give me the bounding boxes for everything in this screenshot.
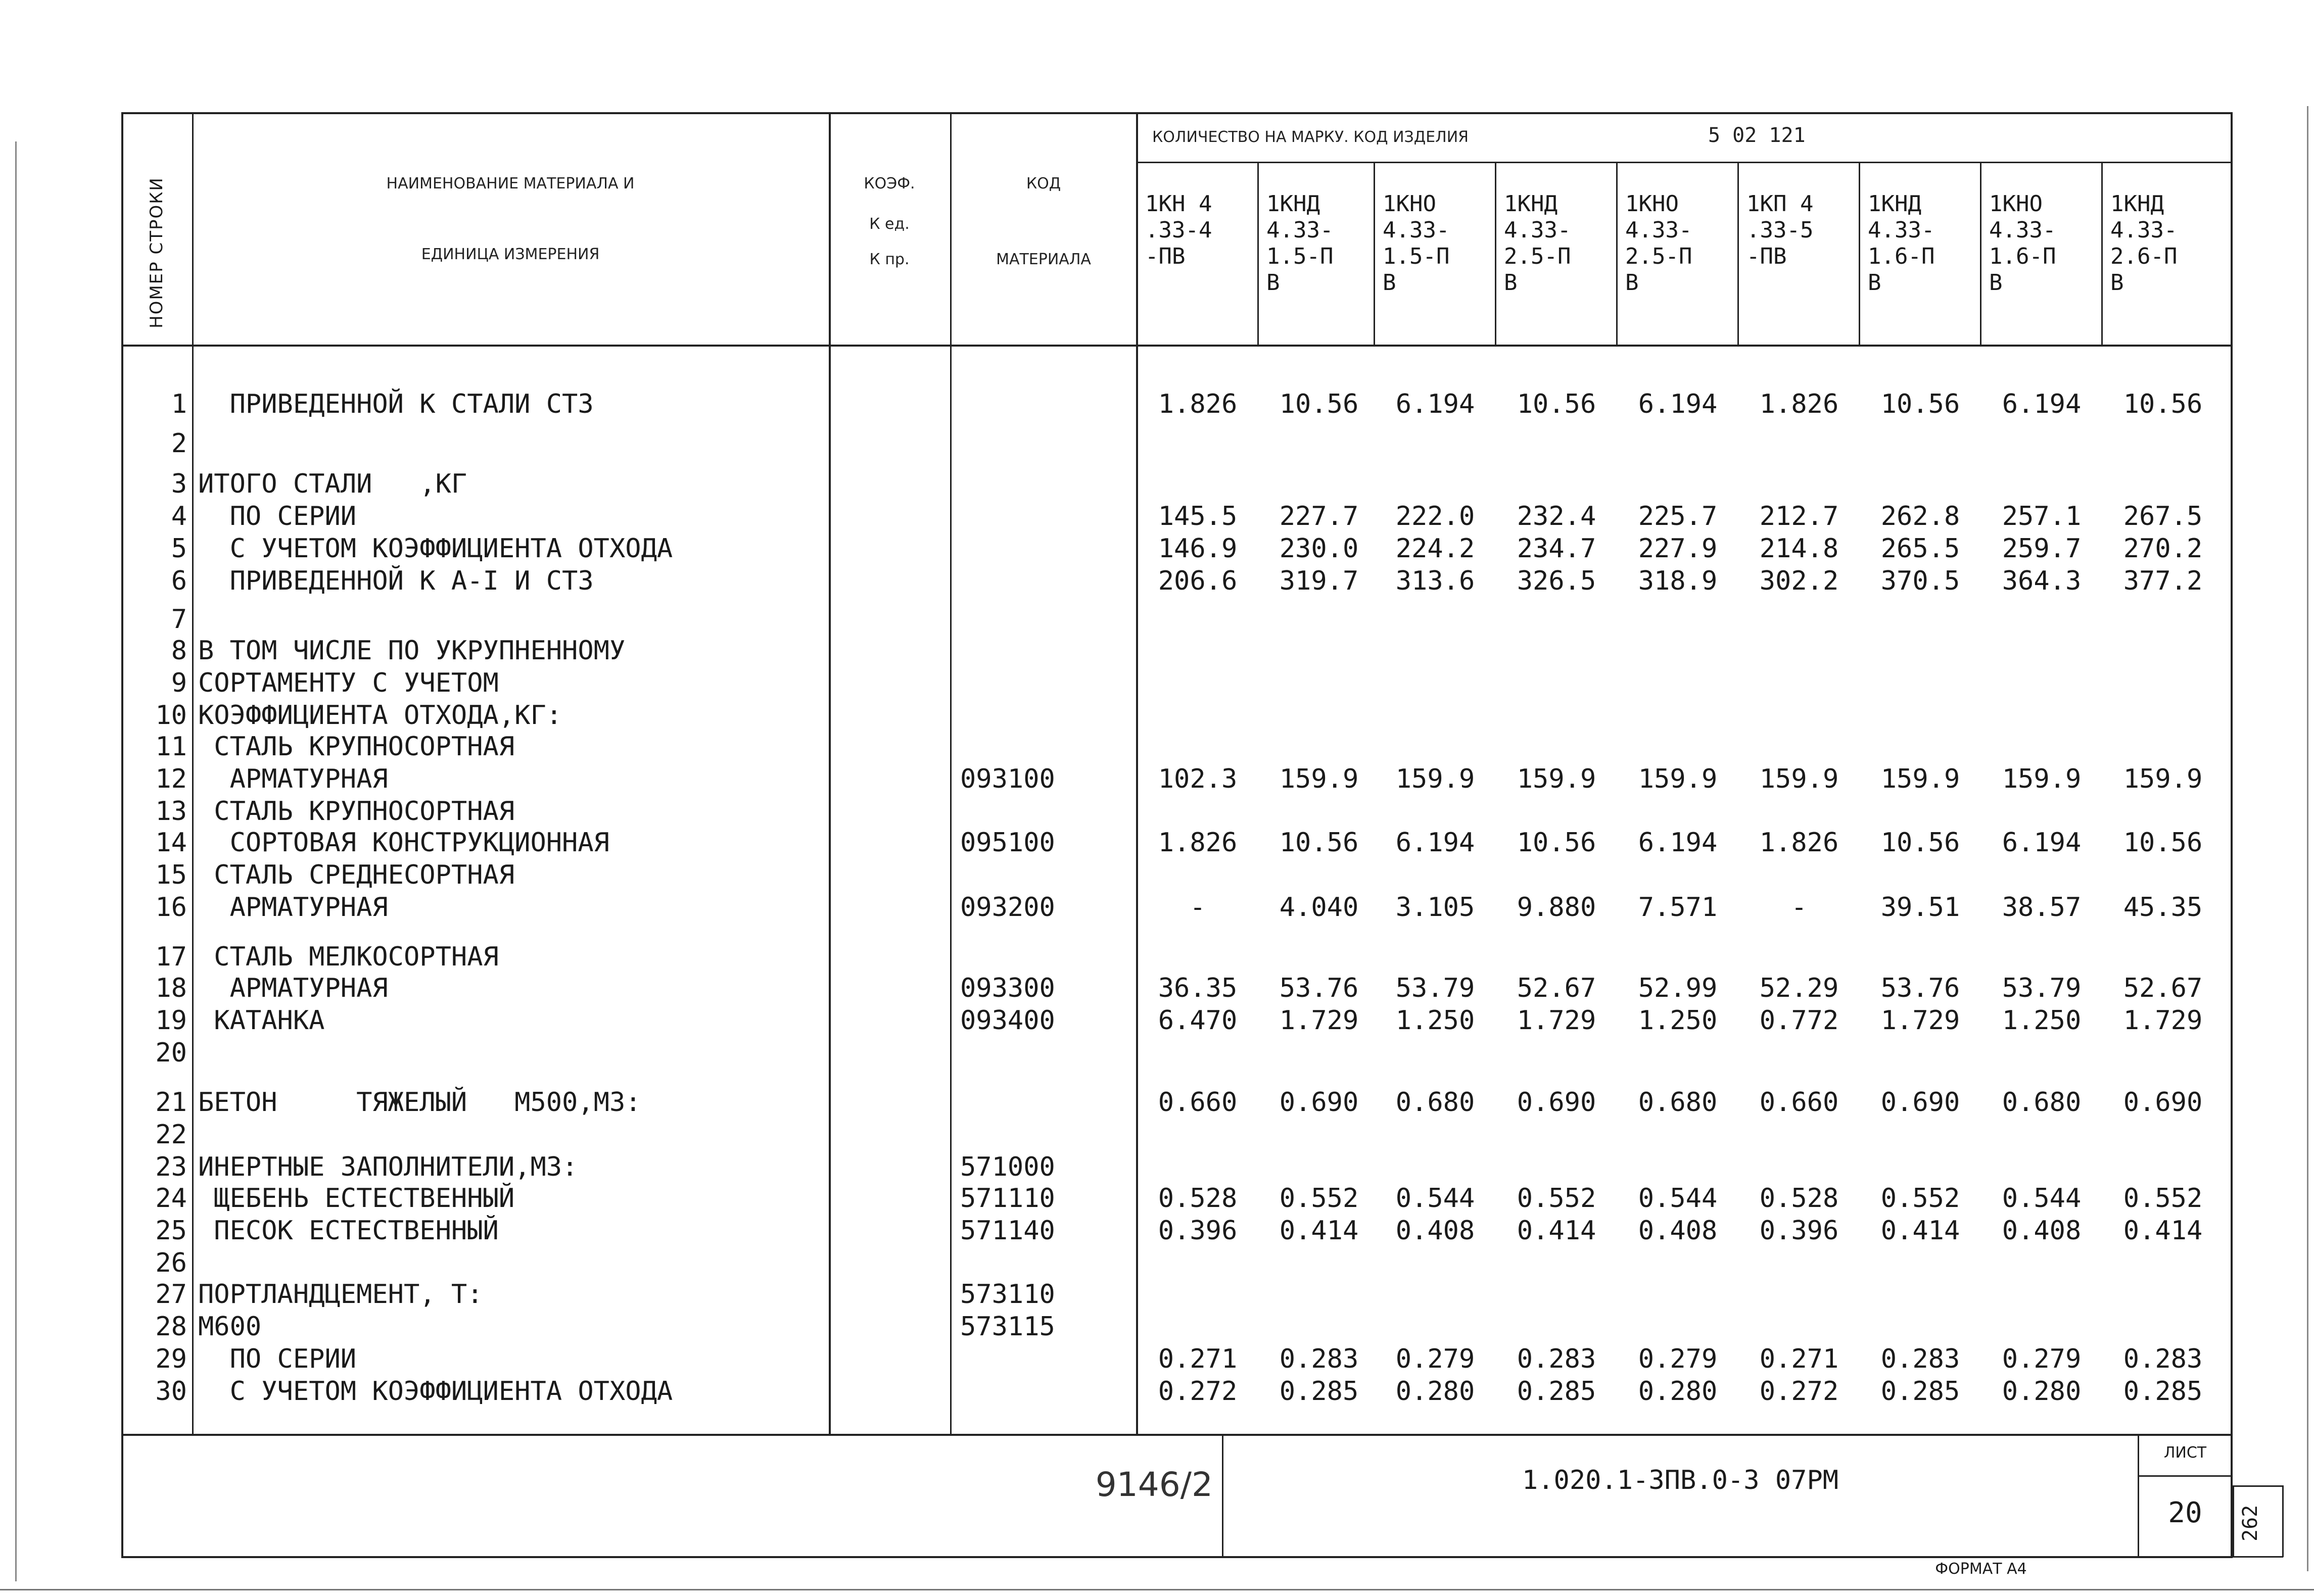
row-number: 8 bbox=[171, 636, 187, 666]
quantity-cell: 0.544 bbox=[1395, 1183, 1475, 1214]
row-number: 5 bbox=[171, 534, 187, 564]
row-number: 13 bbox=[155, 796, 187, 827]
material-name: ИТОГО СТАЛИ ,КГ bbox=[198, 469, 467, 499]
quantity-cell: 0.271 bbox=[1158, 1344, 1238, 1374]
material-name: С УЧЕТОМ КОЭФФИЦИЕНТА ОТХОДА bbox=[198, 1376, 673, 1407]
qty-header-line bbox=[1136, 162, 2233, 163]
material-name: АРМАТУРНАЯ bbox=[198, 764, 388, 794]
quantity-cell: 326.5 bbox=[1517, 566, 1596, 596]
quantity-cell: 0.272 bbox=[1158, 1376, 1238, 1407]
quantity-cell: 302.2 bbox=[1759, 566, 1839, 596]
quantity-cell: 1.729 bbox=[1880, 1005, 1960, 1036]
coef-header-3: К пр. bbox=[869, 251, 910, 268]
quantity-cell: 102.3 bbox=[1158, 764, 1238, 794]
quantity-cell: 214.8 bbox=[1759, 534, 1839, 564]
quantity-cell: 6.194 bbox=[1638, 828, 1718, 858]
material-name: М600 bbox=[198, 1312, 262, 1342]
material-code: 093300 bbox=[960, 973, 1055, 1003]
quantity-cell: 1.729 bbox=[1517, 1005, 1596, 1036]
material-name-header-1: НАИМЕНОВАНИЕ МАТЕРИАЛА И bbox=[386, 175, 635, 192]
material-name: СОРТАМЕНТУ С УЧЕТОМ bbox=[198, 668, 499, 698]
quantity-cell: 0.414 bbox=[1279, 1216, 1359, 1246]
quantity-cell: 318.9 bbox=[1638, 566, 1718, 596]
quantity-cell: 3.105 bbox=[1395, 892, 1475, 923]
quantity-cell: 10.56 bbox=[1517, 828, 1596, 858]
quantity-cell: 0.414 bbox=[1517, 1216, 1596, 1246]
quantity-cell: 225.7 bbox=[1638, 501, 1718, 531]
sep-name bbox=[829, 112, 831, 1435]
quantity-cell: 0.279 bbox=[2002, 1344, 2082, 1374]
side-box-right bbox=[2282, 1485, 2284, 1557]
row-number: 4 bbox=[171, 501, 187, 531]
quantity-cell: 0.690 bbox=[1880, 1087, 1960, 1118]
row-number: 22 bbox=[155, 1120, 187, 1150]
row-number: 21 bbox=[155, 1087, 187, 1118]
quantity-cell: 262.8 bbox=[1880, 501, 1960, 531]
quantity-cell: 0.280 bbox=[1395, 1376, 1475, 1407]
material-code: 573115 bbox=[960, 1312, 1055, 1342]
material-code: 093100 bbox=[960, 764, 1055, 794]
row-number: 2 bbox=[171, 428, 187, 459]
quantity-cell: - bbox=[1190, 892, 1206, 923]
quantity-cell: 159.9 bbox=[1517, 764, 1596, 794]
quantity-cell: 0.283 bbox=[1880, 1344, 1960, 1374]
row-number: 29 bbox=[155, 1344, 187, 1374]
quantity-cell: 146.9 bbox=[1158, 534, 1238, 564]
quantity-cell: 10.56 bbox=[1279, 828, 1359, 858]
quantity-cell: 6.470 bbox=[1158, 1005, 1238, 1036]
material-name: В ТОМ ЧИСЛЕ ПО УКРУПНЕННОМУ bbox=[198, 636, 626, 666]
quantity-cell: 0.690 bbox=[1279, 1087, 1359, 1118]
quantity-cell: 6.194 bbox=[1395, 389, 1475, 419]
quantity-cell: 0.414 bbox=[2123, 1216, 2203, 1246]
quantity-cell: 53.76 bbox=[1279, 973, 1359, 1003]
row-number: 9 bbox=[171, 668, 187, 698]
material-code: 571110 bbox=[960, 1183, 1055, 1214]
column-header-9: 1КНД 4.33- 2.6-П В bbox=[2110, 191, 2178, 296]
format-label: ФОРМАТ А4 bbox=[1935, 1560, 2027, 1578]
quantity-cell: 0.285 bbox=[1880, 1376, 1960, 1407]
sep-v2 bbox=[1374, 162, 1375, 346]
quantity-cell: 159.9 bbox=[1638, 764, 1718, 794]
quantity-cell: 0.396 bbox=[1158, 1216, 1238, 1246]
quantity-cell: 1.826 bbox=[1158, 828, 1238, 858]
frame-top bbox=[121, 112, 2233, 114]
row-number: 17 bbox=[155, 942, 187, 972]
scan-edge-bottom bbox=[0, 1589, 2314, 1590]
quantity-cell: 10.56 bbox=[2123, 828, 2203, 858]
scan-edge-left bbox=[15, 141, 17, 1581]
material-name: СТАЛЬ МЕЛКОСОРТНАЯ bbox=[198, 942, 499, 972]
row-number: 16 bbox=[155, 892, 187, 923]
material-name: КАТАНКА bbox=[198, 1005, 325, 1036]
quantity-cell: 0.271 bbox=[1759, 1344, 1839, 1374]
quantity-cell: 0.272 bbox=[1759, 1376, 1839, 1407]
quantity-cell: 1.826 bbox=[1759, 389, 1839, 419]
quantity-cell: 0.283 bbox=[1517, 1344, 1596, 1374]
quantity-cell: 39.51 bbox=[1880, 892, 1960, 923]
row-number: 27 bbox=[155, 1279, 187, 1310]
material-name: С УЧЕТОМ КОЭФФИЦИЕНТА ОТХОДА bbox=[198, 534, 673, 564]
quantity-cell: 259.7 bbox=[2002, 534, 2082, 564]
material-name: ПЕСОК ЕСТЕСТВЕННЫЙ bbox=[198, 1216, 499, 1246]
footer-sep-1 bbox=[1222, 1434, 1223, 1557]
material-code-header-1: КОД bbox=[1026, 175, 1061, 192]
quantity-cell: 0.552 bbox=[1279, 1183, 1359, 1214]
row-number-header: НОМЕР СТРОКИ bbox=[147, 177, 167, 328]
quantity-cell: 267.5 bbox=[2123, 501, 2203, 531]
quantity-cell: 1.729 bbox=[1279, 1005, 1359, 1036]
row-number: 19 bbox=[155, 1005, 187, 1036]
side-box-left bbox=[2233, 1485, 2234, 1557]
quantity-cell: 0.680 bbox=[1395, 1087, 1475, 1118]
quantity-cell: 10.56 bbox=[1880, 389, 1960, 419]
scan-edge-right bbox=[2307, 106, 2308, 1571]
row-number: 15 bbox=[155, 860, 187, 890]
frame-left bbox=[121, 112, 123, 1557]
quantity-cell: 52.29 bbox=[1759, 973, 1839, 1003]
quantity-cell: 0.408 bbox=[1638, 1216, 1718, 1246]
material-code: 571140 bbox=[960, 1216, 1055, 1246]
material-name: БЕТОН ТЯЖЕЛЫЙ М500,М3: bbox=[198, 1087, 641, 1118]
quantity-cell: 364.3 bbox=[2002, 566, 2082, 596]
quantity-cell: 0.279 bbox=[1395, 1344, 1475, 1374]
product-code: 5 02 121 bbox=[1708, 124, 1806, 147]
frame-right bbox=[2231, 112, 2233, 1557]
quantity-cell: 38.57 bbox=[2002, 892, 2082, 923]
quantity-cell: 0.283 bbox=[1279, 1344, 1359, 1374]
quantity-cell: 52.67 bbox=[1517, 973, 1596, 1003]
column-header-3: 1КНО 4.33- 1.5-П В bbox=[1383, 191, 1450, 296]
quantity-cell: 1.250 bbox=[1395, 1005, 1475, 1036]
quantity-cell: 0.690 bbox=[2123, 1087, 2203, 1118]
quantity-cell: 0.283 bbox=[2123, 1344, 2203, 1374]
material-name: ИНЕРТНЫЕ ЗАПОЛНИТЕЛИ,М3: bbox=[198, 1152, 578, 1182]
sheet-label: ЛИСТ bbox=[2163, 1444, 2207, 1462]
quantity-cell: 0.544 bbox=[2002, 1183, 2082, 1214]
material-name: СОРТОВАЯ КОНСТРУКЦИОННАЯ bbox=[198, 828, 609, 858]
column-header-5: 1КНО 4.33- 2.5-П В bbox=[1625, 191, 1692, 296]
sep-v4 bbox=[1616, 162, 1618, 346]
quantity-cell: 222.0 bbox=[1395, 501, 1475, 531]
footer-sheet-line bbox=[2138, 1475, 2233, 1477]
sep-rownum bbox=[192, 112, 194, 1435]
row-number: 30 bbox=[155, 1376, 187, 1407]
quantity-cell: 0.414 bbox=[1880, 1216, 1960, 1246]
quantity-cell: 0.680 bbox=[1638, 1087, 1718, 1118]
coef-header-2: К ед. bbox=[869, 215, 910, 233]
row-number: 11 bbox=[155, 732, 187, 762]
quantity-cell: 0.660 bbox=[1158, 1087, 1238, 1118]
quantity-cell: 370.5 bbox=[1880, 566, 1960, 596]
row-number: 10 bbox=[155, 700, 187, 731]
quantity-cell: 0.528 bbox=[1158, 1183, 1238, 1214]
quantity-cell: 0.690 bbox=[1517, 1087, 1596, 1118]
material-code: 571000 bbox=[960, 1152, 1055, 1182]
material-code: 093200 bbox=[960, 892, 1055, 923]
material-name: ПОРТЛАНДЦЕМЕНТ, Т: bbox=[198, 1279, 483, 1310]
row-number: 23 bbox=[155, 1152, 187, 1182]
material-name: ПО СЕРИИ bbox=[198, 1344, 357, 1374]
quantity-cell: 0.408 bbox=[1395, 1216, 1475, 1246]
quantity-cell: 0.279 bbox=[1638, 1344, 1718, 1374]
column-header-6: 1КП 4 .33-5 -ПВ bbox=[1746, 191, 1814, 269]
sep-v7 bbox=[1980, 162, 1981, 346]
quantity-cell: 36.35 bbox=[1158, 973, 1238, 1003]
quantity-cell: 4.040 bbox=[1279, 892, 1359, 923]
sep-v8 bbox=[2101, 162, 2103, 346]
quantity-cell: 10.56 bbox=[1880, 828, 1960, 858]
quantity-cell: 6.194 bbox=[1638, 389, 1718, 419]
quantity-cell: 10.56 bbox=[1279, 389, 1359, 419]
side-box-bottom bbox=[2233, 1556, 2283, 1558]
column-header-8: 1КНО 4.33- 1.6-П В bbox=[1989, 191, 2056, 296]
material-name-header-2: ЕДИНИЦА ИЗМЕРЕНИЯ bbox=[421, 246, 600, 263]
sep-v1 bbox=[1257, 162, 1259, 346]
quantity-cell: 0.552 bbox=[1517, 1183, 1596, 1214]
quantity-cell: 6.194 bbox=[2002, 389, 2082, 419]
material-code: 095100 bbox=[960, 828, 1055, 858]
footer-sep-2 bbox=[2138, 1434, 2139, 1557]
quantity-cell: 6.194 bbox=[1395, 828, 1475, 858]
row-number: 3 bbox=[171, 469, 187, 499]
quantity-cell: 0.280 bbox=[2002, 1376, 2082, 1407]
row-number: 12 bbox=[155, 764, 187, 794]
row-number: 18 bbox=[155, 973, 187, 1003]
quantity-cell: 1.250 bbox=[2002, 1005, 2082, 1036]
quantity-cell: 232.4 bbox=[1517, 501, 1596, 531]
quantity-cell: 206.6 bbox=[1158, 566, 1238, 596]
quantity-cell: 377.2 bbox=[2123, 566, 2203, 596]
quantity-header: КОЛИЧЕСТВО НА МАРКУ. КОД ИЗДЕЛИЯ bbox=[1152, 128, 1469, 146]
quantity-cell: 145.5 bbox=[1158, 501, 1238, 531]
header-bottom bbox=[121, 345, 2233, 347]
quantity-cell: 1.826 bbox=[1759, 828, 1839, 858]
quantity-cell: 53.76 bbox=[1880, 973, 1960, 1003]
quantity-cell: 270.2 bbox=[2123, 534, 2203, 564]
quantity-cell: 7.571 bbox=[1638, 892, 1718, 923]
row-number: 1 bbox=[171, 389, 187, 419]
side-box-top bbox=[2233, 1485, 2283, 1487]
quantity-cell: 0.285 bbox=[1517, 1376, 1596, 1407]
quantity-cell: 159.9 bbox=[1759, 764, 1839, 794]
column-header-1: 1КН 4 .33-4 -ПВ bbox=[1145, 191, 1212, 269]
quantity-cell: 10.56 bbox=[1517, 389, 1596, 419]
quantity-cell: 265.5 bbox=[1880, 534, 1960, 564]
quantity-cell: 0.552 bbox=[1880, 1183, 1960, 1214]
quantity-cell: 6.194 bbox=[2002, 828, 2082, 858]
table-bottom bbox=[121, 1434, 2233, 1436]
quantity-cell: 52.99 bbox=[1638, 973, 1718, 1003]
row-number: 7 bbox=[171, 604, 187, 635]
quantity-cell: 230.0 bbox=[1279, 534, 1359, 564]
quantity-cell: 0.528 bbox=[1759, 1183, 1839, 1214]
material-name: АРМАТУРНАЯ bbox=[198, 892, 388, 923]
material-name: СТАЛЬ СРЕДНЕСОРТНАЯ bbox=[198, 860, 515, 890]
quantity-cell: 224.2 bbox=[1395, 534, 1475, 564]
quantity-cell: 0.772 bbox=[1759, 1005, 1839, 1036]
material-code: 093400 bbox=[960, 1005, 1055, 1036]
sep-v3 bbox=[1495, 162, 1496, 346]
doc-number: 9146/2 bbox=[1095, 1465, 1213, 1504]
column-header-7: 1КНД 4.33- 1.6-П В bbox=[1868, 191, 1935, 296]
quantity-cell: 1.826 bbox=[1158, 389, 1238, 419]
sheet-number: 20 bbox=[2168, 1496, 2202, 1529]
material-name: КОЭФФИЦИЕНТА ОТХОДА,КГ: bbox=[198, 700, 562, 731]
coef-header-1: КОЭФ. bbox=[864, 175, 915, 192]
quantity-cell: 234.7 bbox=[1517, 534, 1596, 564]
quantity-cell: 212.7 bbox=[1759, 501, 1839, 531]
quantity-cell: 0.680 bbox=[2002, 1087, 2082, 1118]
row-number: 6 bbox=[171, 566, 187, 596]
quantity-cell: 0.544 bbox=[1638, 1183, 1718, 1214]
material-name: АРМАТУРНАЯ bbox=[198, 973, 388, 1003]
row-number: 25 bbox=[155, 1216, 187, 1246]
row-number: 26 bbox=[155, 1248, 187, 1278]
material-name: ПРИВЕДЕННОЙ К СТАЛИ СТ3 bbox=[198, 389, 594, 419]
sep-v5 bbox=[1737, 162, 1739, 346]
quantity-cell: 9.880 bbox=[1517, 892, 1596, 923]
material-name: ПО СЕРИИ bbox=[198, 501, 357, 531]
sep-v6 bbox=[1859, 162, 1860, 346]
side-number: 262 bbox=[2239, 1505, 2262, 1542]
row-number: 24 bbox=[155, 1183, 187, 1214]
quantity-cell: 10.56 bbox=[2123, 389, 2203, 419]
quantity-cell: 159.9 bbox=[2002, 764, 2082, 794]
material-code-header-2: МАТЕРИАЛА bbox=[996, 251, 1091, 268]
row-number: 14 bbox=[155, 828, 187, 858]
row-number: 20 bbox=[155, 1038, 187, 1068]
quantity-cell: 1.729 bbox=[2123, 1005, 2203, 1036]
quantity-cell: 1.250 bbox=[1638, 1005, 1718, 1036]
quantity-cell: 0.280 bbox=[1638, 1376, 1718, 1407]
material-code: 573110 bbox=[960, 1279, 1055, 1310]
quantity-cell: 52.67 bbox=[2123, 973, 2203, 1003]
quantity-cell: 159.9 bbox=[1880, 764, 1960, 794]
quantity-cell: 0.285 bbox=[2123, 1376, 2203, 1407]
material-name: ЩЕБЕНЬ ЕСТЕСТВЕННЫЙ bbox=[198, 1183, 515, 1214]
frame-bottom bbox=[121, 1556, 2233, 1558]
quantity-cell: 159.9 bbox=[2123, 764, 2203, 794]
quantity-cell: 0.285 bbox=[1279, 1376, 1359, 1407]
row-number: 28 bbox=[155, 1312, 187, 1342]
quantity-cell: 159.9 bbox=[1279, 764, 1359, 794]
quantity-cell: 0.660 bbox=[1759, 1087, 1839, 1118]
quantity-cell: 0.408 bbox=[2002, 1216, 2082, 1246]
quantity-cell: 313.6 bbox=[1395, 566, 1475, 596]
doc-code: 1.020.1-3ПВ.0-3 07РМ bbox=[1522, 1465, 1839, 1495]
quantity-cell: 257.1 bbox=[2002, 501, 2082, 531]
column-header-4: 1КНД 4.33- 2.5-П В bbox=[1504, 191, 1571, 296]
material-name: ПРИВЕДЕННОЙ К А-I И СТ3 bbox=[198, 566, 594, 596]
quantity-cell: 0.396 bbox=[1759, 1216, 1839, 1246]
column-header-2: 1КНД 4.33- 1.5-П В bbox=[1266, 191, 1334, 296]
quantity-cell: 0.552 bbox=[2123, 1183, 2203, 1214]
quantity-cell: 53.79 bbox=[2002, 973, 2082, 1003]
quantity-cell: 159.9 bbox=[1395, 764, 1475, 794]
quantity-cell: 227.9 bbox=[1638, 534, 1718, 564]
sep-coef bbox=[950, 112, 952, 1435]
material-name: СТАЛЬ КРУПНОСОРТНАЯ bbox=[198, 796, 515, 827]
material-name: СТАЛЬ КРУПНОСОРТНАЯ bbox=[198, 732, 515, 762]
quantity-cell: - bbox=[1791, 892, 1807, 923]
quantity-cell: 45.35 bbox=[2123, 892, 2203, 923]
quantity-cell: 319.7 bbox=[1279, 566, 1359, 596]
quantity-cell: 53.79 bbox=[1395, 973, 1475, 1003]
quantity-cell: 227.7 bbox=[1279, 501, 1359, 531]
